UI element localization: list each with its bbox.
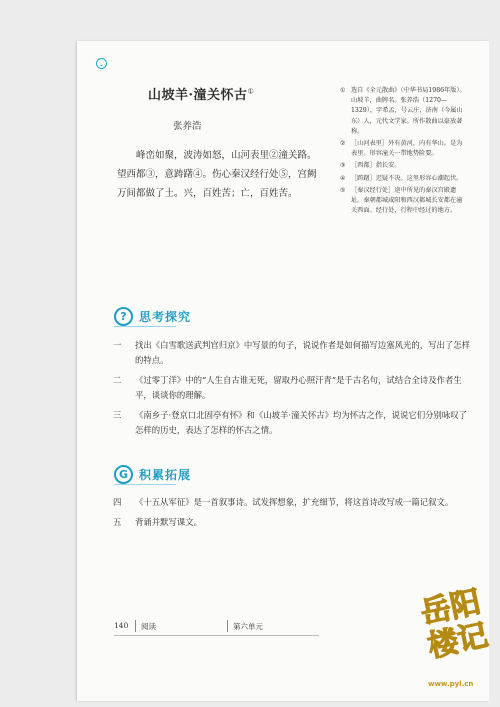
question-number: 四	[113, 497, 122, 507]
question-list-extension	[113, 495, 475, 535]
question-item	[113, 495, 475, 510]
section-underline	[114, 326, 176, 327]
refresh-arrow-icon: G	[114, 465, 133, 484]
poem-text: 峰峦如聚，波涛如怒，山河表里②潼关路。望西都③，意踌躇④。伤心秦汉经行处⑤，宫阙万间都做了土。兴，百姓苦；亡，百姓苦。	[117, 150, 317, 199]
section-title: 思考探究	[139, 309, 192, 324]
question-mark-icon: ?	[114, 307, 133, 326]
section-title: 积累拓展	[139, 467, 192, 482]
question-item	[113, 373, 475, 403]
poem-author: 张养浩	[173, 121, 202, 132]
poem-title-note-ref: ①	[247, 87, 255, 96]
footnote-number: ③	[340, 162, 346, 170]
poem-title	[148, 84, 254, 103]
footer-divider	[227, 620, 228, 632]
footnotes	[340, 86, 468, 218]
question-number: 三	[113, 410, 122, 420]
footnote-number: ①	[340, 87, 346, 94]
footnote-number: ②	[340, 140, 346, 148]
footnote	[340, 186, 468, 217]
page-number: 140	[114, 621, 129, 630]
question-text: 找出《白雪歌送武判官归京》中写景的句子，说说作者是如何描写边塞风光的，写出了怎样的特点。	[135, 340, 470, 365]
footnote-text: ［山河表里］外有黄河，内有华山。是为表里。形容潼关一带地势险要。	[351, 140, 463, 158]
footnote	[340, 174, 468, 184]
section-header-thinking	[114, 304, 191, 328]
watermark-text: 岳阳 楼记	[417, 584, 491, 665]
footnote-text: 选自《全元散曲》（中华书局1986年版）。山坡羊，曲牌名。张养浩（1270—1329），字希孟，号云庄，济南（今属山东）人，元代文学家。所作散曲以豪放著称。	[351, 87, 466, 135]
question-item	[113, 408, 475, 438]
question-text: 《过零丁洋》中的“人生自古谁无死，留取丹心照汗青”是千古名句，试结合全诗及作者生平，谈谈你的理解。	[135, 375, 462, 400]
section-underline	[114, 484, 176, 485]
question-number: 一	[113, 340, 122, 350]
footer-unit: 第六单元	[233, 622, 263, 631]
question-number: 五	[113, 517, 122, 527]
footer-divider	[135, 620, 136, 632]
watermark-logo	[417, 584, 494, 698]
question-list-thinking	[113, 338, 475, 443]
poem-body	[117, 146, 325, 203]
question-text: 背诵并默写课文。	[135, 517, 202, 527]
footnote-number: ④	[340, 174, 346, 182]
footnote-text: ［西都］指长安。	[351, 162, 401, 170]
footer-rule	[114, 635, 319, 636]
footnote-text: ［秦汉经行处］途中所见的秦汉宫殿遗址。秦朝都城咸阳和西汉都城长安都在潼关西面。经行处，行程中经过的地方。	[351, 186, 463, 215]
footer-label: 阅读	[141, 622, 156, 631]
question-text: 《十五从军征》是一首叙事诗。试发挥想象，扩充细节，将这首诗改写成一篇记叙文。	[135, 497, 454, 507]
footnote	[340, 86, 468, 137]
footnote	[340, 139, 468, 159]
footnote-number: ⑤	[340, 186, 346, 194]
footnote-text: ［踌躇］迟疑不决。这里形容心潮起伏。	[351, 174, 463, 182]
section-header-extension	[114, 462, 191, 486]
question-number: 二	[113, 375, 122, 385]
question-text: 《南乡子·登京口北固亭有怀》和《山坡羊·潼关怀古》均为怀古之作，说说它们分别咏叹了怎样的历史，表达了怎样的怀古之情。	[135, 410, 467, 435]
question-item	[113, 515, 475, 530]
smiley-icon	[96, 58, 107, 69]
poem-title-text: 山坡羊·潼关怀古	[148, 88, 248, 103]
footnote	[340, 161, 468, 171]
question-item	[113, 338, 475, 368]
watermark-url: www.pyl.cn	[428, 680, 474, 688]
